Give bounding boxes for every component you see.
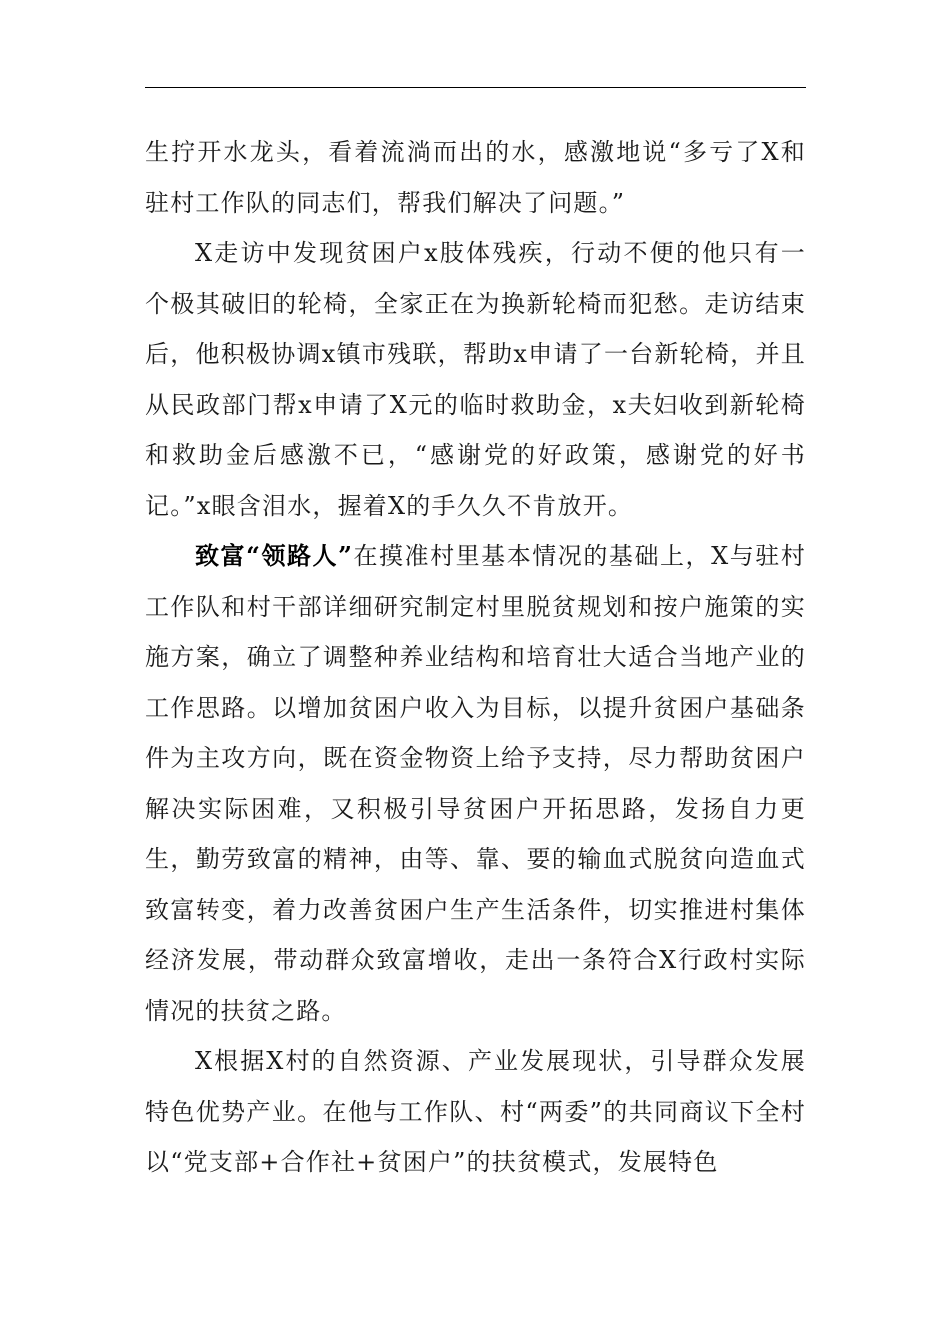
header-rule [145, 87, 806, 88]
paragraph-1-text: 生拧开水龙头，看着流淌而出的水，感激地说“多亏了X和驻村工作队的同志们，帮我们解决了问题。” [145, 138, 806, 217]
paragraph-2 [145, 228, 806, 531]
paragraph-2-text: X走访中发现贫困户x肢体残疾，行动不便的他只有一个极其破旧的轮椅，全家正在为换新轮椅而犯愁。走访结束后，他积极协调x镇市残联，帮助x申请了一台新轮椅，并且从民政部门帮x申请了X元的临时救助金，x夫妇收到新轮椅和救助金后感激不已，“感谢党的好政策，感谢党的好书记。”x眼含泪水，握着X的手久久不肯放开。 [145, 239, 806, 520]
document-body [145, 127, 806, 1188]
paragraph-4 [145, 1036, 806, 1188]
paragraph-4-text: X根据X村的自然资源、产业发展现状，引导群众发展特色优势产业。在他与工作队、村“两委”的共同商议下全村以“党支部+合作社+贫困户”的扶贫模式，发展特色 [145, 1047, 806, 1176]
paragraph-3 [145, 531, 806, 1036]
paragraph-3-text: 在摸准村里基本情况的基础上，X与驻村工作队和村干部详细研究制定村里脱贫规划和按户施策的实施方案，确立了调整种养业结构和培育壮大适合当地产业的工作思路。以增加贫困户收入为目标，以提升贫困户基础条件为主攻方向，既在资金物资上给予支持，尽力帮助贫困户解决实际困难，又积极引导贫困户开拓思路，发扬自力更生，勤劳致富的精神，由等、靠、要的输血式脱贫向造血式致富转变，着力改善贫困户生产生活条件，切实推进村集体经济发展，带动群众致富增收，走出一条符合X行政村实际情况的扶贫之路。 [145, 542, 807, 1025]
paragraph-1 [145, 127, 806, 228]
paragraph-3-heading: 致富“领路人” [195, 541, 354, 570]
